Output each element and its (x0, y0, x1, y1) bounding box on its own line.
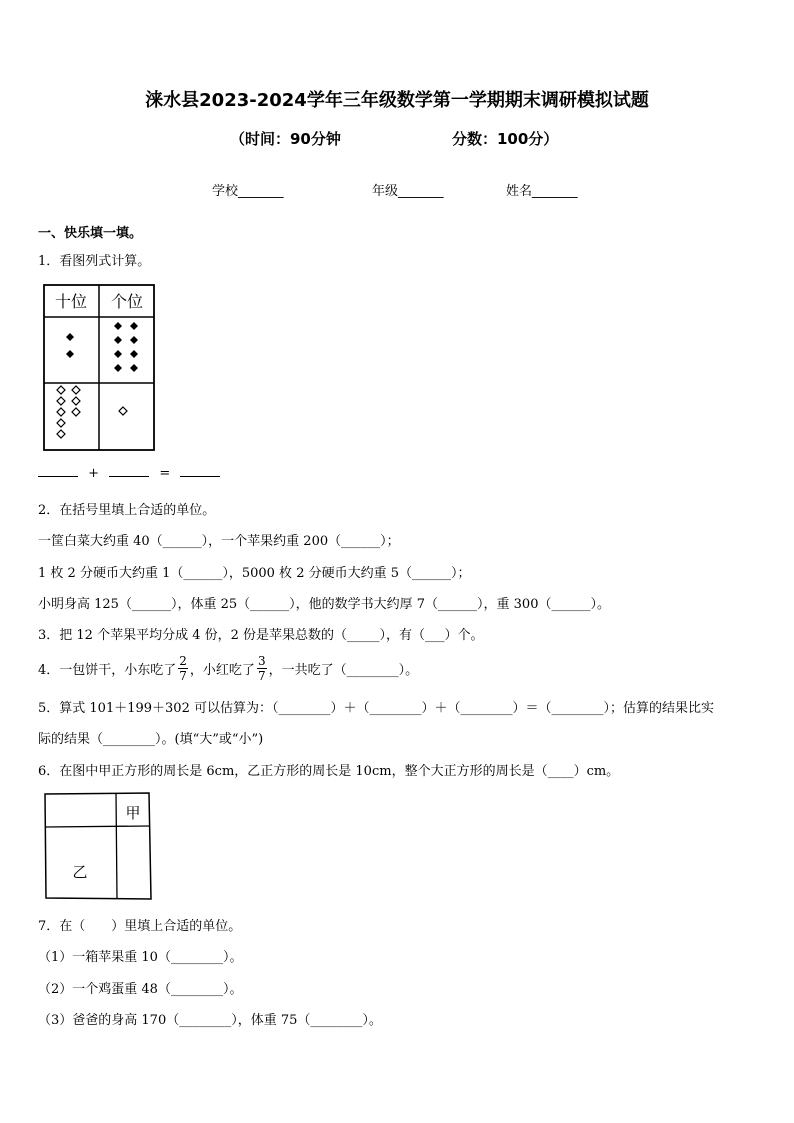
answer-blank[interactable] (109, 476, 149, 477)
question-2-line-3: 小明身高 125（______），体重 25（______），他的数学书大约厚 7（______），重 300（______）。 (38, 597, 610, 612)
fraction-2-7 (178, 654, 188, 683)
exam-score: 分数：100分） (452, 130, 559, 148)
exam-time: （时间：90分钟 (230, 130, 341, 148)
question-2-line-2: 1 枚 2 分硬币大约重 1（______），5000 枚 2 分硬币大约重 5（______）； (38, 566, 471, 581)
question-3: 3．把 12 个苹果平均分成 4 份，2 份是苹果总数的（_____），有（___）个。 (38, 628, 484, 643)
tens-hollow-beads (57, 386, 80, 438)
question-7-item-3: （3）爸爸的身高 170（________），体重 75（________）。 (38, 1013, 382, 1028)
grade-field: 年级_______ (372, 184, 444, 199)
fraction-3-7 (257, 654, 267, 683)
label-yi: 乙 (72, 863, 88, 881)
page-title: 涞水县2023-2024学年三年级数学第一学期期末调研模拟试题 (145, 90, 649, 111)
question-5-line-2: 际的结果（________）。(填“大”或“小”) (38, 732, 264, 747)
ones-filled-beads (114, 322, 138, 372)
tens-header: 十位 (54, 292, 88, 311)
school-field: 学校_______ (212, 184, 284, 199)
fraction-denominator: 7 (179, 668, 187, 683)
question-7-item-1: （1）一箱苹果重 10（________）。 (38, 950, 243, 965)
question-7-item-2: （2）一个鸡蛋重 48（________）。 (38, 982, 243, 997)
plus-sign: + (88, 466, 100, 481)
equals-sign: = (159, 466, 171, 481)
ones-header: 个位 (110, 292, 144, 311)
name-field: 姓名_______ (506, 184, 578, 199)
place-value-table (40, 281, 158, 454)
fraction-numerator: 2 (179, 653, 187, 668)
answer-blank[interactable] (38, 476, 78, 477)
ones-hollow-bead (119, 407, 127, 415)
label-jia: 甲 (125, 804, 141, 822)
question-4-part-3: ，一共吃了（________）。 (268, 662, 419, 678)
tens-filled-beads (66, 333, 74, 358)
answer-blank[interactable] (180, 476, 220, 477)
question-2: 2．在括号里填上合适的单位。 (38, 503, 216, 518)
fraction-numerator: 3 (257, 653, 266, 668)
q1-equation (38, 466, 220, 481)
question-5-line-1: 5．算式 101＋199＋302 可以估算为：（________）＋（________）＋（________）＝（________）；估算的结果比实 (38, 701, 714, 716)
square-diagram (40, 789, 156, 903)
fraction-denominator: 7 (257, 668, 266, 683)
question-7: 7．在（ ）里填上合适的单位。 (38, 919, 242, 934)
question-4-part-1: 4．一包饼干，小东吃了 (38, 662, 177, 678)
question-4 (38, 650, 418, 686)
question-1: 1．看图列式计算。 (38, 254, 151, 269)
question-4-part-2: ，小红吃了 (189, 662, 255, 678)
question-2-line-1: 一筐白菜大约重 40（______），一个苹果约重 200（______）； (38, 534, 400, 549)
question-6: 6．在图中甲正方形的周长是 6cm，乙正方形的周长是 10cm，整个大正方形的周长是（____）cm。 (38, 764, 620, 779)
section-title: 一、快乐填一填。 (38, 226, 143, 241)
